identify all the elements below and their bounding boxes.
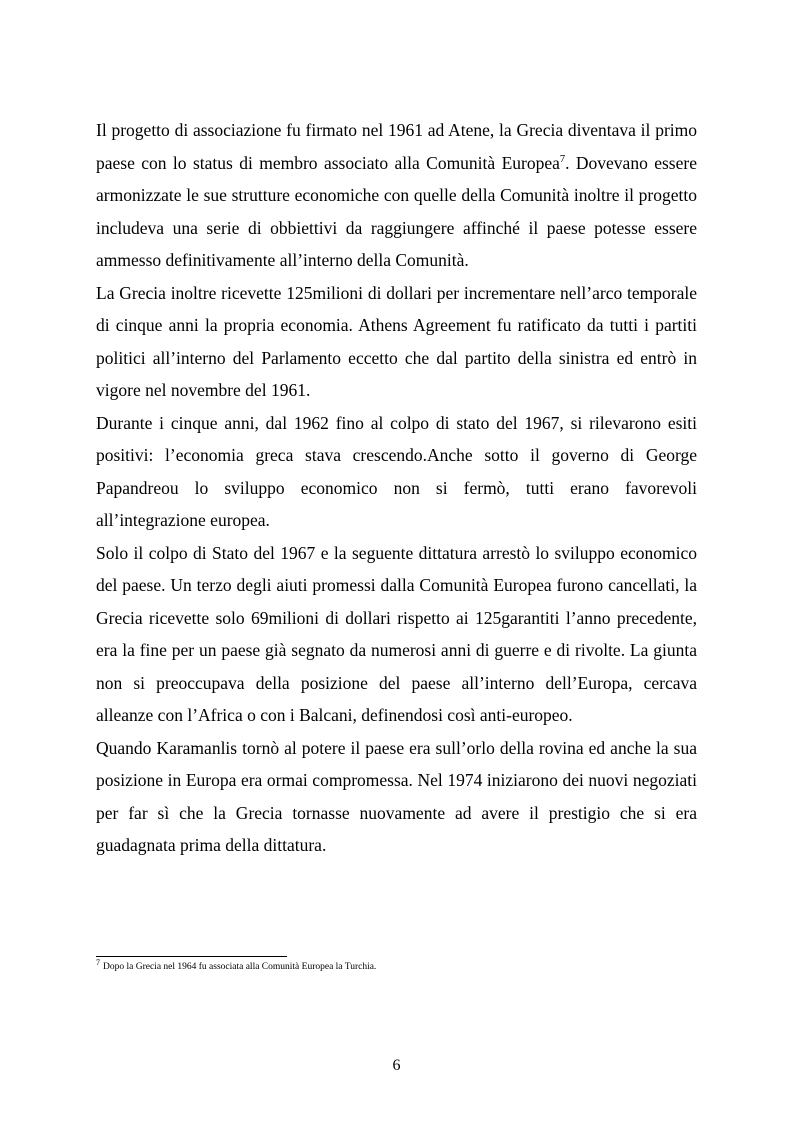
paragraph-1-text-end: . Dovevano essere armonizzate le sue strutture economiche con quelle della Comunità inoltre il progetto includeva una serie di obbiettivi da raggiungere affinché il paese potesse essere ammesso definitivamente all’interno della Comunità. bbox=[96, 152, 697, 270]
paragraph-5: Quando Karamanlis tornò al potere il paese era sull’orlo della rovina ed anche la sua posizione in Europa era ormai compromessa. Nel 1974 iniziarono dei nuovi negoziati per far sì che la Grecia tornasse nuovamente ad avere il prestigio che si era guadagnata prima della dittatura. bbox=[96, 737, 697, 855]
footnote-reference: 7 bbox=[559, 153, 566, 165]
paragraph-1-text-start: Il progetto di associazione fu firmato nel 1961 ad Atene, la Grecia diventava il primo paese con lo status di membro associato alla Comunità Europea bbox=[96, 120, 697, 173]
paragraph-3: Durante i cinque anni, dal 1962 fino al colpo di stato del 1967, si rilevarono esiti positivi: l’economia greca stava crescendo.Anche sotto il governo di George Papandreou lo sviluppo economico non si fermò, tutti erano favorevoli all’integrazione europea. bbox=[96, 412, 697, 530]
footnote-text: Dopo la Grecia nel 1964 fu associata alla Comunità Europea la Turchia. bbox=[103, 962, 377, 972]
footnote-number: 7 bbox=[96, 958, 100, 967]
footnote-separator bbox=[96, 956, 287, 957]
paragraph-4: Solo il colpo di Stato del 1967 e la seguente dittatura arrestò lo sviluppo economico del paese. Un terzo degli aiuti promessi dalla Comunità Europea furono cancellati, la Grecia ricevette solo 69milioni di dollari rispetto ai 125garantiti l’anno precedente, era la fine per un paese già segnato da numerosi anni di guerre e di rivolte. La giunta non si preoccupava della posizione del paese all’interno dell’Europa, cercava alleanze con l’Africa o con i Balcani, definendosi così anti-europeo. bbox=[96, 542, 697, 725]
paragraph-1 bbox=[96, 114, 697, 277]
body-text bbox=[96, 114, 697, 862]
footnote bbox=[96, 960, 697, 974]
page-number: 6 bbox=[392, 1057, 401, 1074]
paragraph-2: La Grecia inoltre ricevette 125milioni di dollari per incrementare nell’arco temporale di cinque anni la propria economia. Athens Agreement fu ratificato da tutti i partiti politici all’interno del Parlamento eccetto che dal partito della sinistra ed entrò in vigore nel novembre del 1961. bbox=[96, 282, 697, 400]
